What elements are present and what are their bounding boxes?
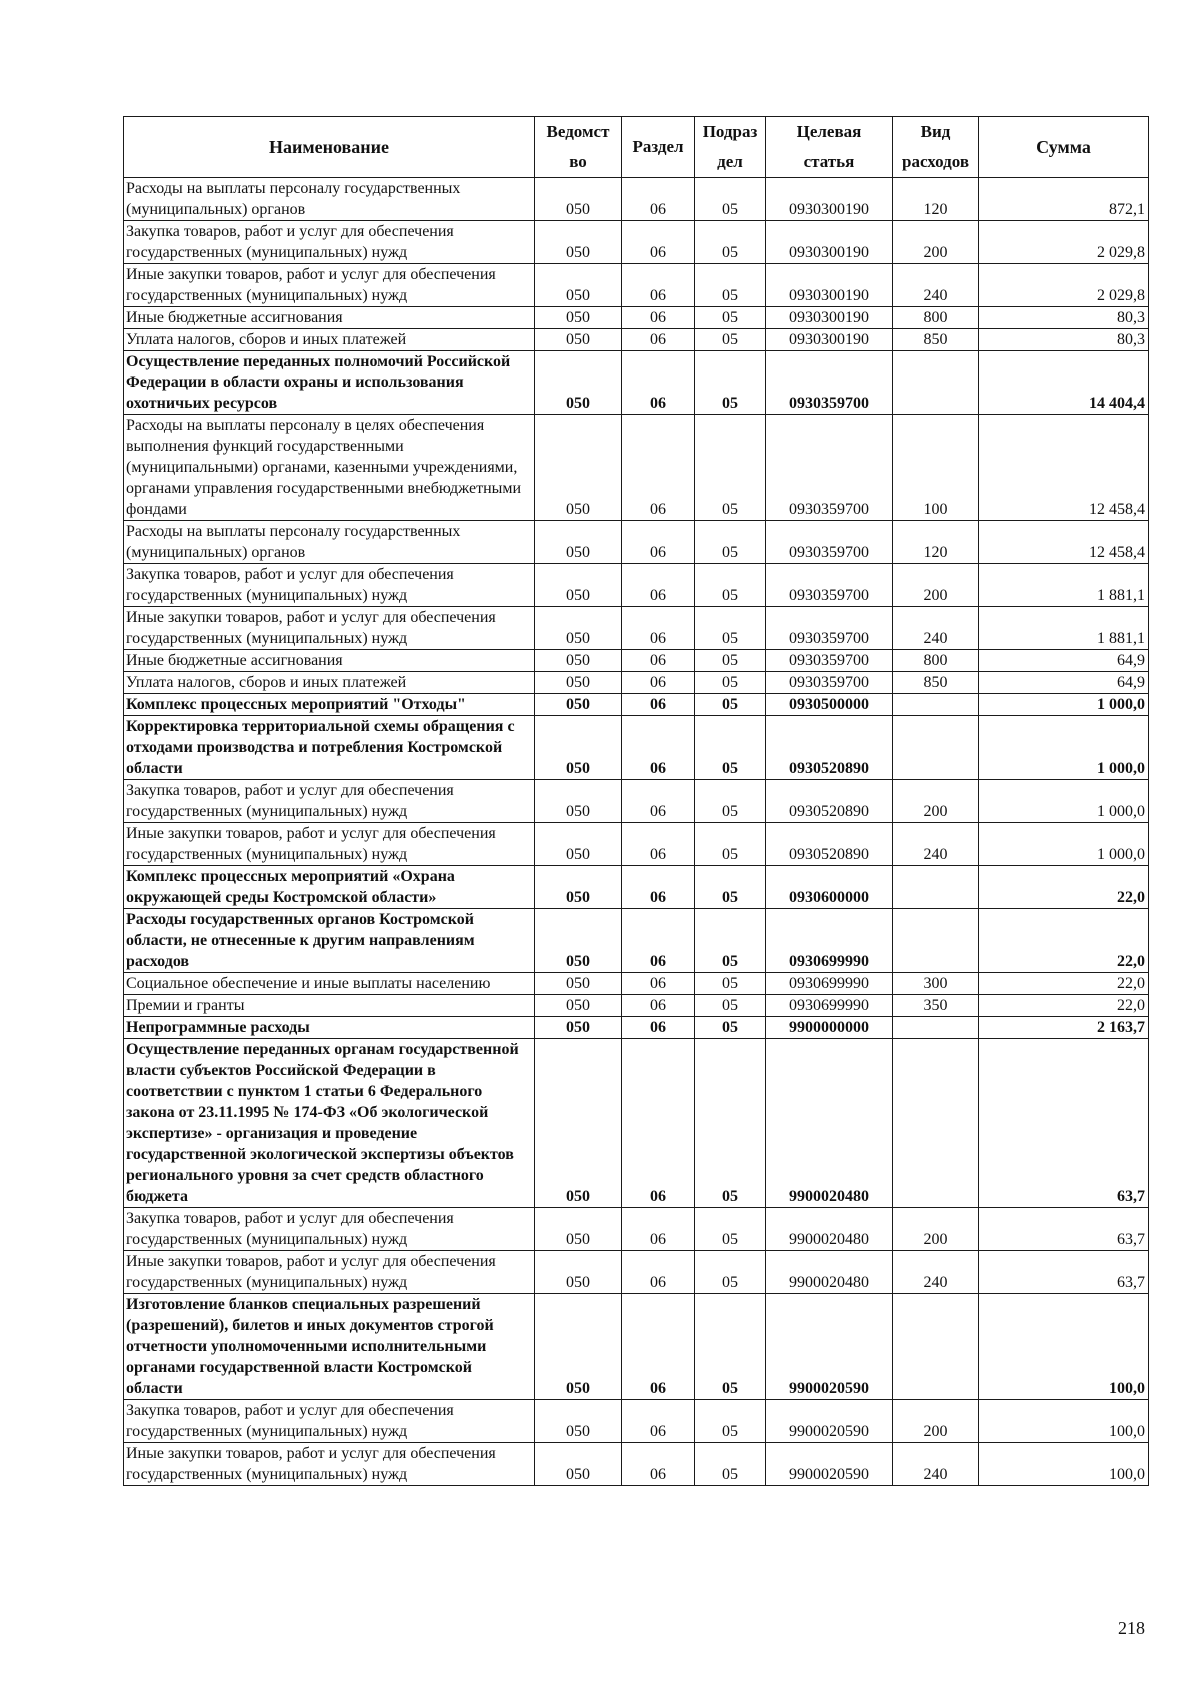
cell-razdel: 06 xyxy=(622,672,695,694)
cell-podrazdel: 05 xyxy=(695,973,766,995)
header-podrazdel xyxy=(695,117,766,178)
cell-vid-rashodov: 850 xyxy=(893,672,979,694)
cell-razdel: 06 xyxy=(622,1251,695,1294)
cell-name: Расходы на выплаты персоналу в целях обеспечения выполнения функций государственными (муниципальными) органами, казенными учреждениями, органами управления государственными внебюджетными фондами xyxy=(124,415,535,521)
cell-vedomstvo: 050 xyxy=(535,221,622,264)
cell-vid-rashodov: 240 xyxy=(893,823,979,866)
cell-podrazdel: 05 xyxy=(695,1443,766,1486)
cell-vid-rashodov xyxy=(893,1294,979,1400)
table-row xyxy=(124,1251,1149,1294)
header-vedomstvo xyxy=(535,117,622,178)
cell-vid-rashodov: 200 xyxy=(893,221,979,264)
table-row xyxy=(124,351,1149,415)
cell-name: Комплекс процессных мероприятий «Охрана окружающей среды Костромской области» xyxy=(124,866,535,909)
cell-vid-rashodov: 850 xyxy=(893,329,979,351)
cell-vid-rashodov: 800 xyxy=(893,650,979,672)
cell-vedomstvo: 050 xyxy=(535,1017,622,1039)
cell-name: Премии и гранты xyxy=(124,995,535,1017)
cell-vid-rashodov: 240 xyxy=(893,607,979,650)
cell-podrazdel: 05 xyxy=(695,1208,766,1251)
cell-podrazdel: 05 xyxy=(695,716,766,780)
cell-summa: 12 458,4 xyxy=(979,415,1149,521)
budget-table-container xyxy=(123,116,1148,1486)
cell-summa: 63,7 xyxy=(979,1208,1149,1251)
cell-podrazdel: 05 xyxy=(695,672,766,694)
cell-summa: 1 000,0 xyxy=(979,716,1149,780)
cell-razdel: 06 xyxy=(622,221,695,264)
cell-summa: 63,7 xyxy=(979,1251,1149,1294)
cell-vedomstvo: 050 xyxy=(535,1039,622,1208)
cell-podrazdel: 05 xyxy=(695,329,766,351)
cell-podrazdel: 05 xyxy=(695,351,766,415)
table-row xyxy=(124,607,1149,650)
header-vedomstvo-line1: Ведомст xyxy=(546,122,610,141)
cell-celevaya-statya: 9900020590 xyxy=(766,1400,893,1443)
cell-summa: 100,0 xyxy=(979,1294,1149,1400)
cell-summa: 12 458,4 xyxy=(979,521,1149,564)
cell-razdel: 06 xyxy=(622,607,695,650)
cell-razdel: 06 xyxy=(622,716,695,780)
cell-name: Комплекс процессных мероприятий "Отходы" xyxy=(124,694,535,716)
cell-celevaya-statya: 0930300190 xyxy=(766,178,893,221)
cell-vedomstvo: 050 xyxy=(535,909,622,973)
cell-razdel: 06 xyxy=(622,564,695,607)
cell-podrazdel: 05 xyxy=(695,607,766,650)
cell-vedomstvo: 050 xyxy=(535,1208,622,1251)
cell-razdel: 06 xyxy=(622,1017,695,1039)
cell-podrazdel: 05 xyxy=(695,780,766,823)
cell-celevaya-statya: 0930359700 xyxy=(766,351,893,415)
cell-celevaya-statya: 0930699990 xyxy=(766,973,893,995)
cell-name: Иные закупки товаров, работ и услуг для обеспечения государственных (муниципальных) нужд xyxy=(124,823,535,866)
cell-podrazdel: 05 xyxy=(695,694,766,716)
cell-razdel: 06 xyxy=(622,909,695,973)
cell-summa: 100,0 xyxy=(979,1443,1149,1486)
table-row xyxy=(124,221,1149,264)
cell-razdel: 06 xyxy=(622,178,695,221)
cell-vid-rashodov xyxy=(893,866,979,909)
cell-vedomstvo: 050 xyxy=(535,1400,622,1443)
cell-vedomstvo: 050 xyxy=(535,307,622,329)
cell-vid-rashodov xyxy=(893,1017,979,1039)
budget-table xyxy=(123,116,1149,1486)
table-row xyxy=(124,564,1149,607)
cell-razdel: 06 xyxy=(622,1039,695,1208)
cell-name: Осуществление переданных органам государственной власти субъектов Российской Федерации в соответствии с пунктом 1 статьи 6 Федерального закона от 23.11.1995 № 174-ФЗ «Об экологической экспертизе» - организация и проведение государственной экологической экспертизы объектов регионального уровня за счет средств областного бюджета xyxy=(124,1039,535,1208)
cell-vedomstvo: 050 xyxy=(535,521,622,564)
cell-vedomstvo: 050 xyxy=(535,973,622,995)
cell-vedomstvo: 050 xyxy=(535,1443,622,1486)
cell-razdel: 06 xyxy=(622,521,695,564)
table-row xyxy=(124,1443,1149,1486)
cell-vid-rashodov xyxy=(893,1039,979,1208)
cell-vid-rashodov: 300 xyxy=(893,973,979,995)
cell-vedomstvo: 050 xyxy=(535,564,622,607)
cell-vedomstvo: 050 xyxy=(535,264,622,307)
cell-name: Иные закупки товаров, работ и услуг для обеспечения государственных (муниципальных) нужд xyxy=(124,1251,535,1294)
cell-vid-rashodov: 200 xyxy=(893,564,979,607)
table-row xyxy=(124,1208,1149,1251)
cell-summa: 22,0 xyxy=(979,866,1149,909)
cell-podrazdel: 05 xyxy=(695,650,766,672)
table-row xyxy=(124,415,1149,521)
header-celevaya-line1: Целевая xyxy=(796,122,862,141)
table-row xyxy=(124,521,1149,564)
cell-celevaya-statya: 0930300190 xyxy=(766,221,893,264)
cell-summa: 2 163,7 xyxy=(979,1017,1149,1039)
cell-vedomstvo: 050 xyxy=(535,672,622,694)
cell-summa: 64,9 xyxy=(979,672,1149,694)
cell-vedomstvo: 050 xyxy=(535,415,622,521)
cell-podrazdel: 05 xyxy=(695,866,766,909)
cell-summa: 2 029,8 xyxy=(979,264,1149,307)
cell-celevaya-statya: 0930359700 xyxy=(766,564,893,607)
cell-razdel: 06 xyxy=(622,823,695,866)
cell-vid-rashodov xyxy=(893,716,979,780)
cell-summa: 64,9 xyxy=(979,650,1149,672)
table-header-row xyxy=(124,117,1149,178)
cell-vedomstvo: 050 xyxy=(535,1294,622,1400)
cell-podrazdel: 05 xyxy=(695,307,766,329)
cell-name: Уплата налогов, сборов и иных платежей xyxy=(124,329,535,351)
cell-razdel: 06 xyxy=(622,307,695,329)
cell-summa: 1 881,1 xyxy=(979,607,1149,650)
cell-vedomstvo: 050 xyxy=(535,716,622,780)
cell-name: Закупка товаров, работ и услуг для обеспечения государственных (муниципальных) нужд xyxy=(124,780,535,823)
table-row xyxy=(124,866,1149,909)
table-row xyxy=(124,329,1149,351)
cell-name: Иные бюджетные ассигнования xyxy=(124,650,535,672)
cell-name: Социальное обеспечение и иные выплаты населению xyxy=(124,973,535,995)
cell-vedomstvo: 050 xyxy=(535,780,622,823)
cell-vid-rashodov: 350 xyxy=(893,995,979,1017)
cell-celevaya-statya: 0930520890 xyxy=(766,716,893,780)
cell-summa: 80,3 xyxy=(979,329,1149,351)
cell-vedomstvo: 050 xyxy=(535,351,622,415)
cell-summa: 1 881,1 xyxy=(979,564,1149,607)
cell-celevaya-statya: 0930520890 xyxy=(766,823,893,866)
cell-summa: 872,1 xyxy=(979,178,1149,221)
cell-summa: 100,0 xyxy=(979,1400,1149,1443)
cell-razdel: 06 xyxy=(622,1400,695,1443)
cell-razdel: 06 xyxy=(622,866,695,909)
cell-vid-rashodov: 240 xyxy=(893,1443,979,1486)
header-razdel: Раздел xyxy=(622,117,695,178)
cell-razdel: 06 xyxy=(622,995,695,1017)
header-celevaya-statya xyxy=(766,117,893,178)
cell-vedomstvo: 050 xyxy=(535,694,622,716)
cell-podrazdel: 05 xyxy=(695,823,766,866)
cell-celevaya-statya: 9900020590 xyxy=(766,1443,893,1486)
table-row xyxy=(124,264,1149,307)
table-row xyxy=(124,694,1149,716)
cell-celevaya-statya: 0930359700 xyxy=(766,672,893,694)
cell-name: Закупка товаров, работ и услуг для обеспечения государственных (муниципальных) нужд xyxy=(124,221,535,264)
header-vid-rashodov xyxy=(893,117,979,178)
cell-vid-rashodov xyxy=(893,694,979,716)
cell-podrazdel: 05 xyxy=(695,1400,766,1443)
cell-vid-rashodov: 240 xyxy=(893,1251,979,1294)
cell-name: Иные закупки товаров, работ и услуг для обеспечения государственных (муниципальных) нужд xyxy=(124,1443,535,1486)
cell-name: Закупка товаров, работ и услуг для обеспечения государственных (муниципальных) нужд xyxy=(124,564,535,607)
cell-vid-rashodov: 200 xyxy=(893,1400,979,1443)
cell-vid-rashodov xyxy=(893,909,979,973)
cell-summa: 22,0 xyxy=(979,909,1149,973)
cell-vedomstvo: 050 xyxy=(535,995,622,1017)
cell-summa: 14 404,4 xyxy=(979,351,1149,415)
cell-razdel: 06 xyxy=(622,694,695,716)
cell-razdel: 06 xyxy=(622,780,695,823)
table-row xyxy=(124,973,1149,995)
cell-summa: 2 029,8 xyxy=(979,221,1149,264)
cell-razdel: 06 xyxy=(622,1443,695,1486)
cell-name: Корректировка территориальной схемы обращения с отходами производства и потребления Костромской области xyxy=(124,716,535,780)
cell-celevaya-statya: 9900020480 xyxy=(766,1251,893,1294)
cell-razdel: 06 xyxy=(622,329,695,351)
table-row xyxy=(124,716,1149,780)
header-podrazdel-line2: дел xyxy=(717,152,743,171)
cell-celevaya-statya: 9900000000 xyxy=(766,1017,893,1039)
cell-summa: 1 000,0 xyxy=(979,823,1149,866)
cell-razdel: 06 xyxy=(622,1294,695,1400)
cell-name: Расходы на выплаты персоналу государственных (муниципальных) органов xyxy=(124,178,535,221)
cell-summa: 63,7 xyxy=(979,1039,1149,1208)
cell-name: Непрограммные расходы xyxy=(124,1017,535,1039)
cell-vedomstvo: 050 xyxy=(535,823,622,866)
table-row xyxy=(124,1294,1149,1400)
cell-vid-rashodov: 800 xyxy=(893,307,979,329)
header-podrazdel-line1: Подраз xyxy=(702,122,758,141)
cell-celevaya-statya: 0930500000 xyxy=(766,694,893,716)
cell-podrazdel: 05 xyxy=(695,521,766,564)
cell-razdel: 06 xyxy=(622,1208,695,1251)
cell-vid-rashodov: 200 xyxy=(893,1208,979,1251)
cell-name: Закупка товаров, работ и услуг для обеспечения государственных (муниципальных) нужд xyxy=(124,1208,535,1251)
cell-podrazdel: 05 xyxy=(695,1294,766,1400)
header-vedomstvo-line2: во xyxy=(569,152,587,171)
header-celevaya-line2: статья xyxy=(803,152,855,171)
table-row xyxy=(124,650,1149,672)
cell-vid-rashodov: 120 xyxy=(893,178,979,221)
cell-celevaya-statya: 0930520890 xyxy=(766,780,893,823)
cell-podrazdel: 05 xyxy=(695,909,766,973)
header-summa: Сумма xyxy=(979,117,1149,178)
cell-razdel: 06 xyxy=(622,351,695,415)
cell-name: Изготовление бланков специальных разрешений (разрешений), билетов и иных документов строгой отчетности уполномоченными исполнительными органами государственной власти Костромской области xyxy=(124,1294,535,1400)
cell-celevaya-statya: 0930300190 xyxy=(766,307,893,329)
header-vid-line2: расходов xyxy=(902,152,969,171)
cell-podrazdel: 05 xyxy=(695,264,766,307)
cell-celevaya-statya: 0930300190 xyxy=(766,329,893,351)
table-row xyxy=(124,672,1149,694)
table-row xyxy=(124,909,1149,973)
cell-name: Иные закупки товаров, работ и услуг для обеспечения государственных (муниципальных) нужд xyxy=(124,264,535,307)
cell-celevaya-statya: 0930359700 xyxy=(766,415,893,521)
cell-vedomstvo: 050 xyxy=(535,607,622,650)
cell-celevaya-statya: 0930699990 xyxy=(766,909,893,973)
cell-celevaya-statya: 0930359700 xyxy=(766,521,893,564)
cell-podrazdel: 05 xyxy=(695,1017,766,1039)
cell-celevaya-statya: 0930359700 xyxy=(766,650,893,672)
cell-vid-rashodov: 100 xyxy=(893,415,979,521)
table-row xyxy=(124,780,1149,823)
cell-razdel: 06 xyxy=(622,264,695,307)
cell-vid-rashodov: 240 xyxy=(893,264,979,307)
table-row xyxy=(124,1400,1149,1443)
cell-podrazdel: 05 xyxy=(695,1039,766,1208)
table-body xyxy=(124,178,1149,1486)
cell-podrazdel: 05 xyxy=(695,1251,766,1294)
cell-vedomstvo: 050 xyxy=(535,650,622,672)
table-row xyxy=(124,307,1149,329)
cell-summa: 22,0 xyxy=(979,995,1149,1017)
cell-vedomstvo: 050 xyxy=(535,329,622,351)
cell-vedomstvo: 050 xyxy=(535,1251,622,1294)
cell-summa: 22,0 xyxy=(979,973,1149,995)
cell-name: Уплата налогов, сборов и иных платежей xyxy=(124,672,535,694)
cell-razdel: 06 xyxy=(622,973,695,995)
cell-razdel: 06 xyxy=(622,650,695,672)
cell-podrazdel: 05 xyxy=(695,178,766,221)
cell-name: Закупка товаров, работ и услуг для обеспечения государственных (муниципальных) нужд xyxy=(124,1400,535,1443)
cell-podrazdel: 05 xyxy=(695,221,766,264)
cell-podrazdel: 05 xyxy=(695,415,766,521)
cell-summa: 80,3 xyxy=(979,307,1149,329)
header-name: Наименование xyxy=(124,117,535,178)
cell-celevaya-statya: 0930359700 xyxy=(766,607,893,650)
cell-celevaya-statya: 9900020480 xyxy=(766,1039,893,1208)
page-number: 218 xyxy=(1118,1618,1145,1638)
cell-name: Иные закупки товаров, работ и услуг для обеспечения государственных (муниципальных) нужд xyxy=(124,607,535,650)
cell-razdel: 06 xyxy=(622,415,695,521)
cell-podrazdel: 05 xyxy=(695,564,766,607)
cell-name: Расходы государственных органов Костромской области, не отнесенные к другим направлениям расходов xyxy=(124,909,535,973)
table-row xyxy=(124,178,1149,221)
cell-summa: 1 000,0 xyxy=(979,780,1149,823)
cell-vedomstvo: 050 xyxy=(535,866,622,909)
table-row xyxy=(124,1039,1149,1208)
cell-vid-rashodov: 120 xyxy=(893,521,979,564)
cell-celevaya-statya: 0930300190 xyxy=(766,264,893,307)
table-row xyxy=(124,823,1149,866)
header-vid-line1: Вид xyxy=(920,122,951,141)
cell-name: Осуществление переданных полномочий Российской Федерации в области охраны и использования охотничьих ресурсов xyxy=(124,351,535,415)
cell-podrazdel: 05 xyxy=(695,995,766,1017)
cell-summa: 1 000,0 xyxy=(979,694,1149,716)
cell-vid-rashodov xyxy=(893,351,979,415)
cell-celevaya-statya: 0930600000 xyxy=(766,866,893,909)
cell-vedomstvo: 050 xyxy=(535,178,622,221)
cell-celevaya-statya: 9900020590 xyxy=(766,1294,893,1400)
cell-vid-rashodov: 200 xyxy=(893,780,979,823)
cell-name: Иные бюджетные ассигнования xyxy=(124,307,535,329)
cell-celevaya-statya: 9900020480 xyxy=(766,1208,893,1251)
cell-name: Расходы на выплаты персоналу государственных (муниципальных) органов xyxy=(124,521,535,564)
table-row xyxy=(124,1017,1149,1039)
table-row xyxy=(124,995,1149,1017)
cell-celevaya-statya: 0930699990 xyxy=(766,995,893,1017)
